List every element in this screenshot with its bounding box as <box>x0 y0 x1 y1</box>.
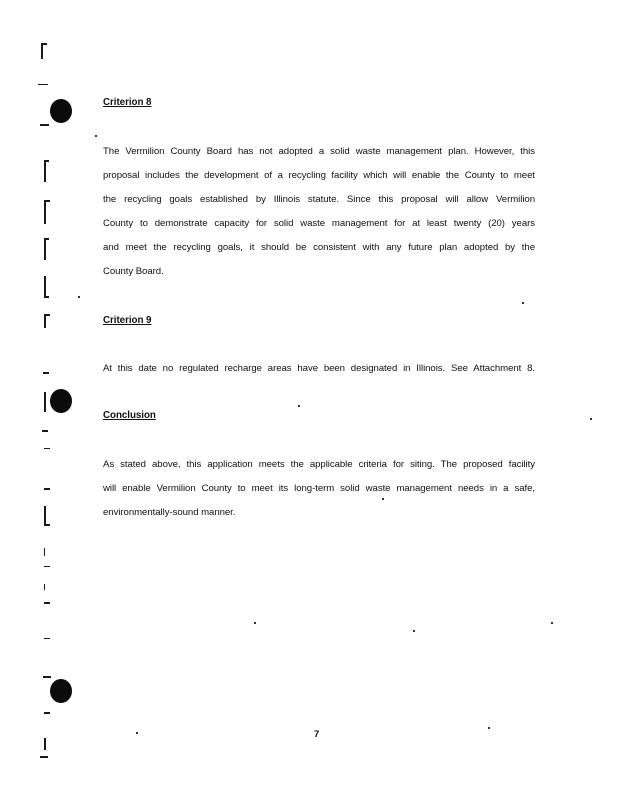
paragraph-line: County to demonstrate capacity for solid waste management for at least twenty (20) years <box>103 218 535 229</box>
paragraph-line: As stated above, this application meets the applicable criteria for siting. The proposed facility <box>103 459 535 470</box>
section-heading-criterion-8: Criterion 8 <box>103 97 152 108</box>
punch-hole-bottom <box>50 679 72 703</box>
paragraph-line: At this date no regulated recharge areas have been designated in Illinois. See Attachment 8. <box>103 363 535 374</box>
paragraph-line: will enable Vermilion County to meet its long-term solid waste management needs in a safe, <box>103 483 535 494</box>
punch-hole-top <box>50 99 72 123</box>
paragraph-line: the recycling goals established by Illinois statute. Since this proposal will allow Vermilion <box>103 194 535 205</box>
paragraph-line: County Board. <box>103 266 164 277</box>
page-number: 7 <box>314 729 320 740</box>
punch-hole-middle <box>50 389 72 413</box>
paragraph-line: and meet the recycling goals, it should be consistent with any future plan adopted by the <box>103 242 535 253</box>
paragraph-line: The Vermilion County Board has not adopted a solid waste management plan. However, this <box>103 146 535 157</box>
section-heading-conclusion: Conclusion <box>103 410 156 421</box>
section-heading-criterion-9: Criterion 9 <box>103 315 152 326</box>
paragraph-line: environmentally-sound manner. <box>103 507 236 518</box>
paragraph-line: proposal includes the development of a recycling facility which will enable the County to meet <box>103 170 535 181</box>
